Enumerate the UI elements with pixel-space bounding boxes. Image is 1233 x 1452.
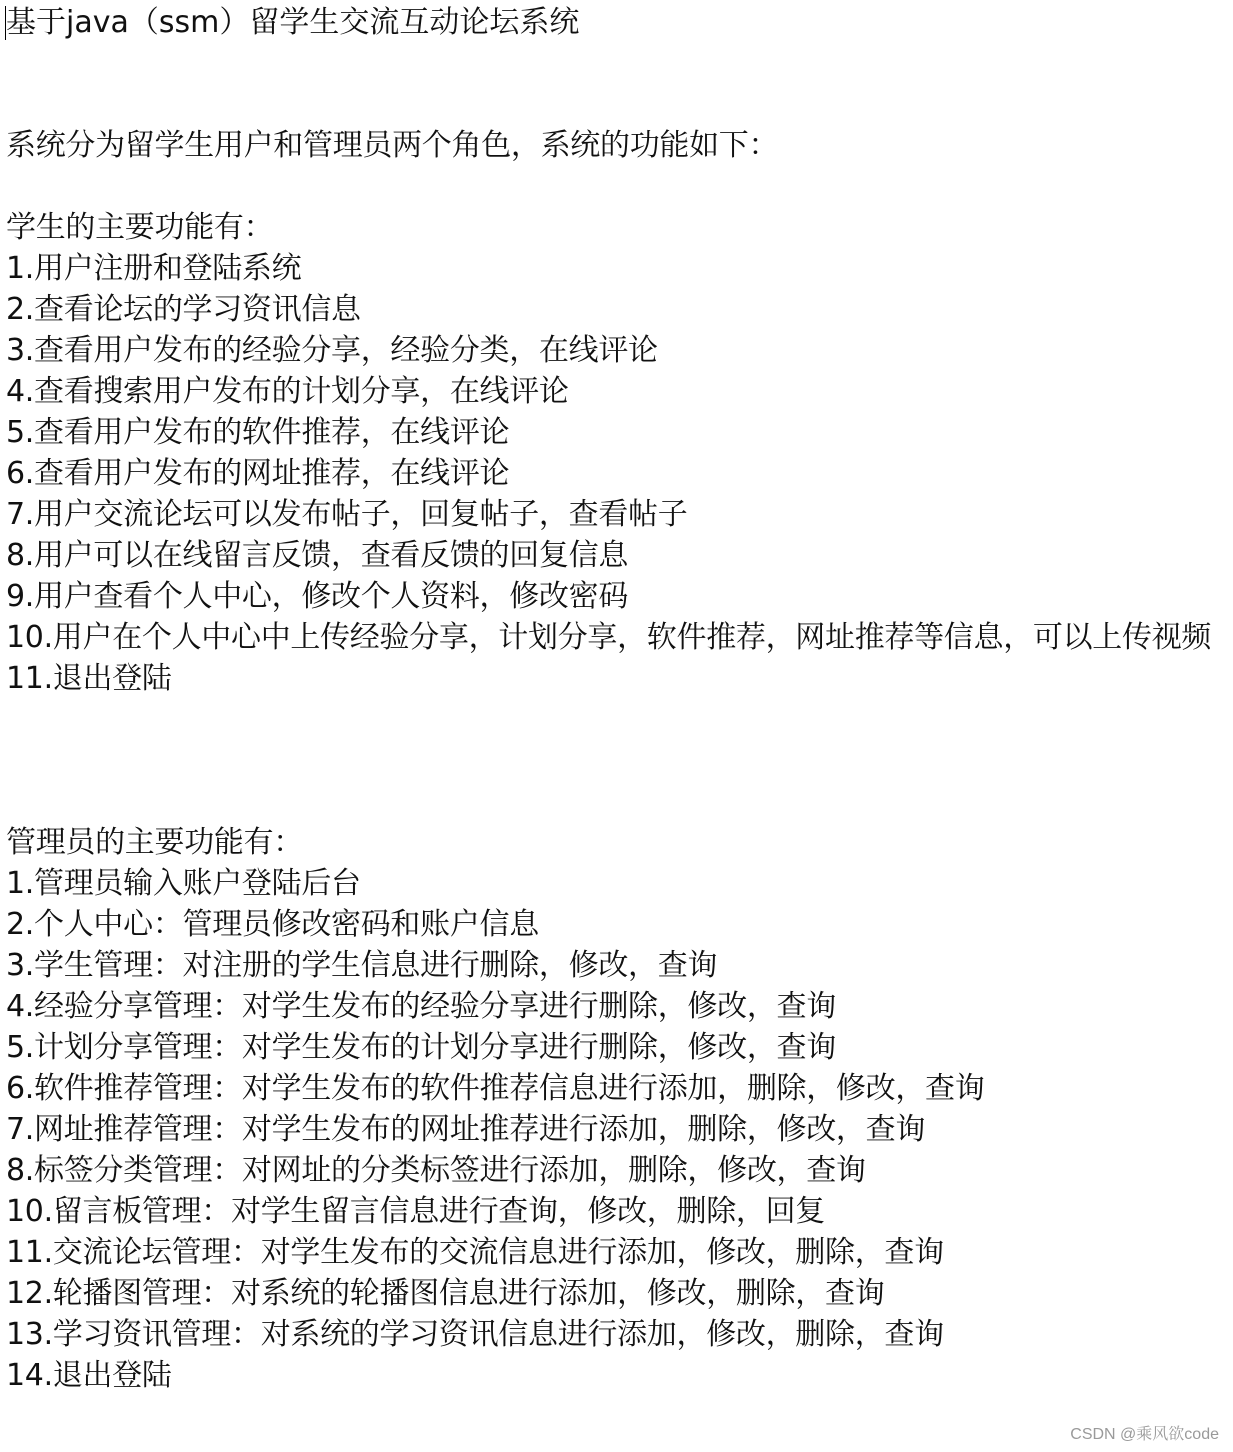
document-title-line <box>6 2 1228 43</box>
student-item: 3.查看用户发布的经验分享，经验分类，在线评论 <box>6 333 658 368</box>
student-heading: 学生的主要功能有： <box>6 210 274 245</box>
admin-item: 1.管理员输入账户登陆后台 <box>6 866 361 901</box>
admin-item: 14.退出登陆 <box>6 1358 172 1393</box>
spacer <box>6 699 1228 822</box>
student-item: 10.用户在个人中心中上传经验分享，计划分享，软件推荐，网址推荐等信息，可以上传视频 <box>6 620 1212 655</box>
student-item: 5.查看用户发布的软件推荐，在线评论 <box>6 415 510 450</box>
document-body <box>6 2 1228 1396</box>
document-title: 基于java（ssm）留学生交流互动论坛系统 <box>6 5 580 40</box>
student-item: 9.用户查看个人中心，修改个人资料，修改密码 <box>6 579 629 614</box>
admin-heading: 管理员的主要功能有： <box>6 825 303 860</box>
student-item: 4.查看搜索用户发布的计划分享，在线评论 <box>6 374 569 409</box>
student-item: 8.用户可以在线留言反馈，查看反馈的回复信息 <box>6 538 629 573</box>
admin-item: 7.网址推荐管理：对学生发布的网址推荐进行添加，删除，修改，查询 <box>6 1112 926 1147</box>
intro-text: 系统分为留学生用户和管理员两个角色，系统的功能如下： <box>6 128 779 163</box>
admin-item: 13.学习资讯管理：对系统的学习资讯信息进行添加，修改，删除，查询 <box>6 1317 944 1352</box>
admin-item: 8.标签分类管理：对网址的分类标签进行添加，删除，修改，查询 <box>6 1153 866 1188</box>
csdn-watermark: CSDN @乘风欲code <box>1070 1426 1219 1443</box>
admin-item: 2.个人中心：管理员修改密码和账户信息 <box>6 907 539 942</box>
admin-item: 6.软件推荐管理：对学生发布的软件推荐信息进行添加，删除，修改，查询 <box>6 1071 985 1106</box>
student-item: 1.用户注册和登陆系统 <box>6 251 302 286</box>
student-item: 6.查看用户发布的网址推荐，在线评论 <box>6 456 510 491</box>
student-item: 2.查看论坛的学习资讯信息 <box>6 292 361 327</box>
spacer <box>6 43 1228 125</box>
admin-item: 4.经验分享管理：对学生发布的经验分享进行删除，修改，查询 <box>6 989 836 1024</box>
admin-item: 11.交流论坛管理：对学生发布的交流信息进行添加，修改，删除，查询 <box>6 1235 944 1270</box>
spacer <box>6 166 1228 207</box>
student-item: 11.退出登陆 <box>6 661 172 696</box>
admin-item: 3.学生管理：对注册的学生信息进行删除，修改，查询 <box>6 948 718 983</box>
text-cursor <box>5 6 6 40</box>
admin-item: 5.计划分享管理：对学生发布的计划分享进行删除，修改，查询 <box>6 1030 836 1065</box>
student-item: 7.用户交流论坛可以发布帖子，回复帖子，查看帖子 <box>6 497 688 532</box>
admin-item: 12.轮播图管理：对系统的轮播图信息进行添加，修改，删除，查询 <box>6 1276 885 1311</box>
admin-item: 10.留言板管理：对学生留言信息进行查询，修改，删除，回复 <box>6 1194 826 1229</box>
